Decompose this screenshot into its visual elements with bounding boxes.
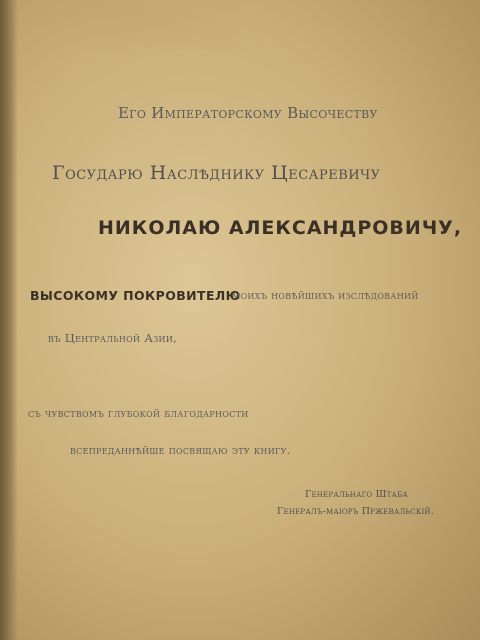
signature-line-2: Генералъ-маiоръ Пржевальскій. (277, 506, 434, 517)
paper-stain (40, 0, 240, 50)
dedication-line-7: всепреданнѣйше посвящаю эту книгу. (70, 443, 291, 457)
dedication-name: НИКОЛАЮ АЛЕКСАНДРОВИЧУ, (98, 217, 463, 239)
dedication-line-2: Государю Наслѣднику Цесаревичу (52, 162, 381, 184)
dedication-line-1: Его Императорскому Высочеству (118, 104, 378, 122)
dedication-line-5: въ Центральной Азии, (48, 331, 178, 345)
dedication-line-4-rest: моихъ новѣйшихъ изслѣдований (232, 289, 419, 302)
book-spine-shadow (0, 0, 18, 640)
signature-line-1: Генеральнаго Штаба (305, 489, 408, 500)
dedication-line-6: съ чувствомъ глубокой благодарности (28, 406, 249, 420)
dedication-line-4-bold: ВЫСОКОМУ ПОКРОВИТЕЛЮ (30, 288, 241, 303)
